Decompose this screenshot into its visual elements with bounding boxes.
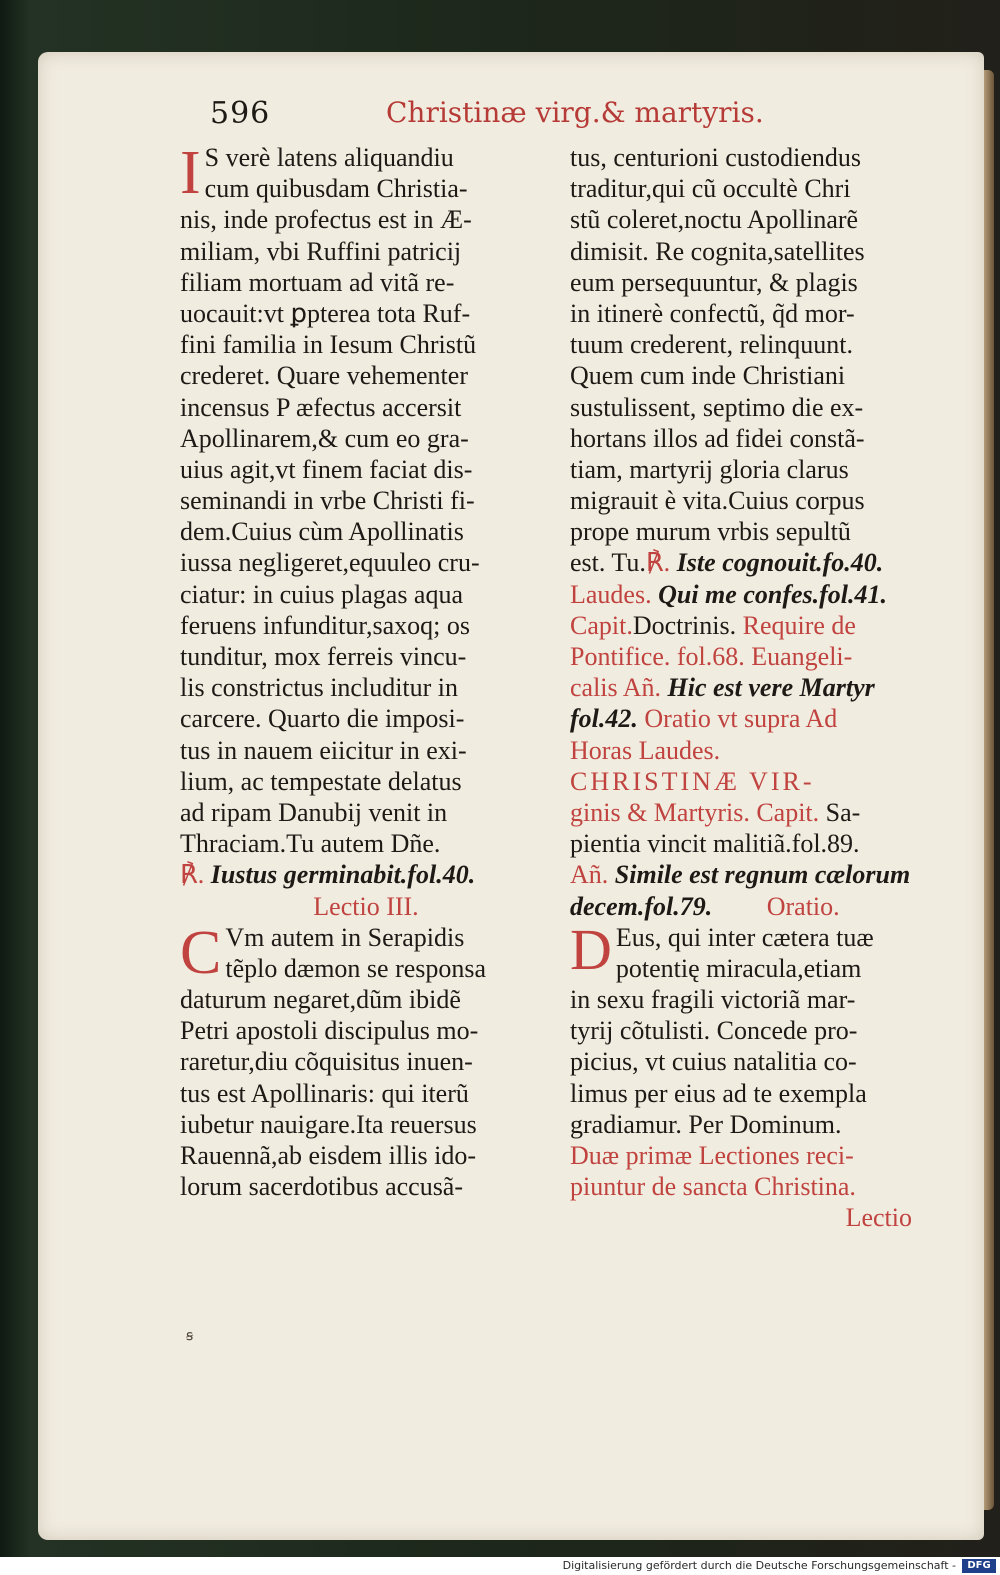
an-antiphon: Simile est regnum cælorum bbox=[614, 860, 911, 890]
text-line: daturum negaret,dũm ibidẽ bbox=[180, 985, 461, 1015]
text-line: tuum crederent, relinquunt. bbox=[570, 330, 854, 360]
decem-text: decem.fol.79. bbox=[570, 891, 713, 921]
responsory-text: Iste cognouit.fo.40. bbox=[676, 548, 884, 578]
text-line: cum quibusdam Christia- bbox=[204, 174, 468, 204]
drop-cap-d: D bbox=[570, 916, 612, 982]
laudes-antiphon: Qui me confes.fol.41. bbox=[658, 579, 888, 609]
text-line: picius, vt cuius natalitia co- bbox=[570, 1047, 857, 1077]
text-line: migrauit è vita.Cuius corpus bbox=[570, 486, 865, 516]
text-line: Vm autem in Serapidis bbox=[225, 922, 465, 952]
text-line bbox=[570, 579, 942, 610]
laudes-label: Laudes. bbox=[570, 579, 652, 609]
text-line: nis, inde profectus est in Æ- bbox=[180, 205, 472, 235]
text-line: traditur,qui cũ occultè Chri bbox=[570, 174, 851, 204]
text-line: in sexu fragili victoriã mar- bbox=[570, 985, 856, 1015]
page-edge bbox=[984, 70, 994, 1510]
text-line: uocauit:vt ꝑpterea tota Ruf- bbox=[180, 298, 471, 328]
text-line: tẽplo dæmon se responsa bbox=[225, 953, 487, 983]
text-line: incensus P æfectus accersit bbox=[180, 392, 462, 422]
running-title: Christinæ virg.& martyris. bbox=[386, 96, 764, 129]
capit-text: Doctrinis. bbox=[632, 610, 737, 640]
text-line: dimisit. Re cognita,satellites bbox=[570, 236, 865, 266]
tu-prefix: est. Tu. bbox=[570, 548, 646, 578]
text-line: miliam, vbi Ruffini patricij bbox=[180, 236, 462, 266]
text-line bbox=[570, 610, 942, 641]
fol42-text: fol.42. bbox=[570, 704, 638, 734]
drop-cap-i: I bbox=[180, 139, 201, 207]
text-line: prope murum vrbis sepultũ bbox=[570, 517, 851, 547]
calis-label: calis Añ. bbox=[570, 673, 661, 703]
lectio-heading: Lectio III. bbox=[313, 891, 419, 921]
ginis-text: ginis & Martyris. Capit. bbox=[570, 797, 820, 827]
text-line: hortans illos ad fidei constã- bbox=[570, 423, 865, 453]
text-line: gradiamur. Per Dominum. bbox=[570, 1109, 842, 1139]
text-line: lis constrictus includitur in bbox=[180, 673, 459, 703]
text-line: lorum sacerdotibus accusã- bbox=[180, 1172, 464, 1202]
oratio-supra: Oratio vt supra Ad bbox=[644, 704, 838, 734]
right-column bbox=[570, 142, 942, 1234]
text-line: Horas Laudes. bbox=[570, 735, 721, 765]
responsory-mark: ℟. bbox=[180, 860, 205, 890]
dfg-logo: DFG bbox=[962, 1559, 996, 1573]
text-line bbox=[570, 859, 942, 890]
text-line: tiam, martyrij gloria clarus bbox=[570, 454, 849, 484]
text-line: stũ coleret,noctu Apollinarẽ bbox=[570, 205, 859, 235]
text-line: sustulissent, septimo die ex- bbox=[570, 392, 864, 422]
text-line bbox=[570, 672, 942, 703]
text-line: in itinerè confectũ, q̃d mor- bbox=[570, 298, 855, 328]
text-line: filiam mortuam ad vitã re- bbox=[180, 267, 455, 297]
drop-cap-c: C bbox=[180, 918, 222, 987]
text-line: Quem cum inde Christiani bbox=[570, 361, 846, 391]
text-line: Eus, qui inter cætera tuæ bbox=[615, 922, 874, 952]
text-line: raretur,diu cõquisitus inuen- bbox=[180, 1047, 473, 1077]
text-line: eum persequuntur, & plagis bbox=[570, 267, 858, 297]
responsory-text: Iustus germinabit.fol.40. bbox=[210, 860, 476, 890]
text-line: Petri apostoli discipulus mo- bbox=[180, 1016, 479, 1046]
oratio-label: Oratio. bbox=[766, 891, 840, 921]
responsory-line bbox=[180, 859, 552, 890]
text-line: Apollinarem,& cum eo gra- bbox=[180, 423, 469, 453]
text-line: ciatur: in cuius plagas aqua bbox=[180, 579, 464, 609]
calis-antiphon: Hic est vere Martyr bbox=[667, 673, 875, 703]
text-line: dem.Cuius cùm Apollinatis bbox=[180, 517, 464, 547]
text-line: potentię miracula,etiam bbox=[615, 953, 862, 983]
text-line bbox=[570, 891, 942, 922]
text-line: tunditur, mox ferreis vincu- bbox=[180, 642, 467, 671]
text-line: crederet. Quare vehementer bbox=[180, 361, 468, 391]
text-line: piuntur de sancta Christina. bbox=[570, 1172, 856, 1202]
require-text: Require de bbox=[742, 610, 856, 640]
left-column bbox=[180, 139, 552, 1202]
text-line: carcere. Quarto die imposi- bbox=[180, 704, 465, 734]
text-line: Rauennã,ab eisdem illis ido- bbox=[180, 1141, 477, 1170]
text-line: ad ripam Danubij venit in bbox=[180, 797, 448, 827]
text-line bbox=[570, 703, 942, 734]
text-line: tus est Apollinaris: qui iterũ bbox=[180, 1078, 469, 1108]
text-line: Thraciam.Tu autem Dñe. bbox=[180, 829, 441, 859]
text-line: iubetur nauigare.Ita reuersus bbox=[180, 1109, 477, 1139]
catchword: Lectio bbox=[845, 1203, 912, 1233]
text-line: tus in nauem eiicitur in exi- bbox=[180, 735, 467, 765]
text-line: seminandi in vrbe Christi fi- bbox=[180, 486, 475, 516]
text-line: lium, ac tempestate delatus bbox=[180, 766, 462, 796]
page-header bbox=[210, 96, 770, 136]
text-line: tyrij cõtulisti. Concede pro- bbox=[570, 1016, 858, 1046]
christinae-heading: CHRISTINÆ VIR- bbox=[570, 766, 815, 796]
footer-credit: Digitalisierung gefördert durch die Deutsche Forschungsgemeinschaft - bbox=[562, 1559, 956, 1572]
text-line: tus, centurioni custodiendus bbox=[570, 143, 862, 172]
folio-number: 596 bbox=[210, 96, 271, 131]
text-line: Duæ primæ Lectiones reci- bbox=[570, 1141, 854, 1170]
text-line: S verè latens aliquandiu bbox=[204, 143, 454, 172]
ink-speck: ꞩ bbox=[186, 1328, 194, 1344]
text-line: feruens infunditur,saxoq; os bbox=[180, 610, 470, 640]
text-line: pientia vincit malitiã.fol.89. bbox=[570, 829, 860, 859]
text-line: iussa negligeret,equuleo cru- bbox=[180, 548, 480, 578]
text-line bbox=[570, 797, 942, 828]
text-line bbox=[570, 547, 942, 578]
text-line: uius agit,vt finem faciat dis- bbox=[180, 454, 473, 484]
capit-label: Capit. bbox=[570, 610, 633, 640]
text-line: limus per eius ad te exempla bbox=[570, 1078, 867, 1108]
text-line: Pontifice. fol.68. Euangeli- bbox=[570, 642, 853, 671]
footer-bar bbox=[0, 1557, 1000, 1575]
an-label: Añ. bbox=[570, 860, 609, 890]
sa-text: Sa- bbox=[825, 797, 861, 827]
responsory-mark: ℟. bbox=[645, 548, 671, 578]
text-line: fini familia in Iesum Christũ bbox=[180, 330, 477, 360]
